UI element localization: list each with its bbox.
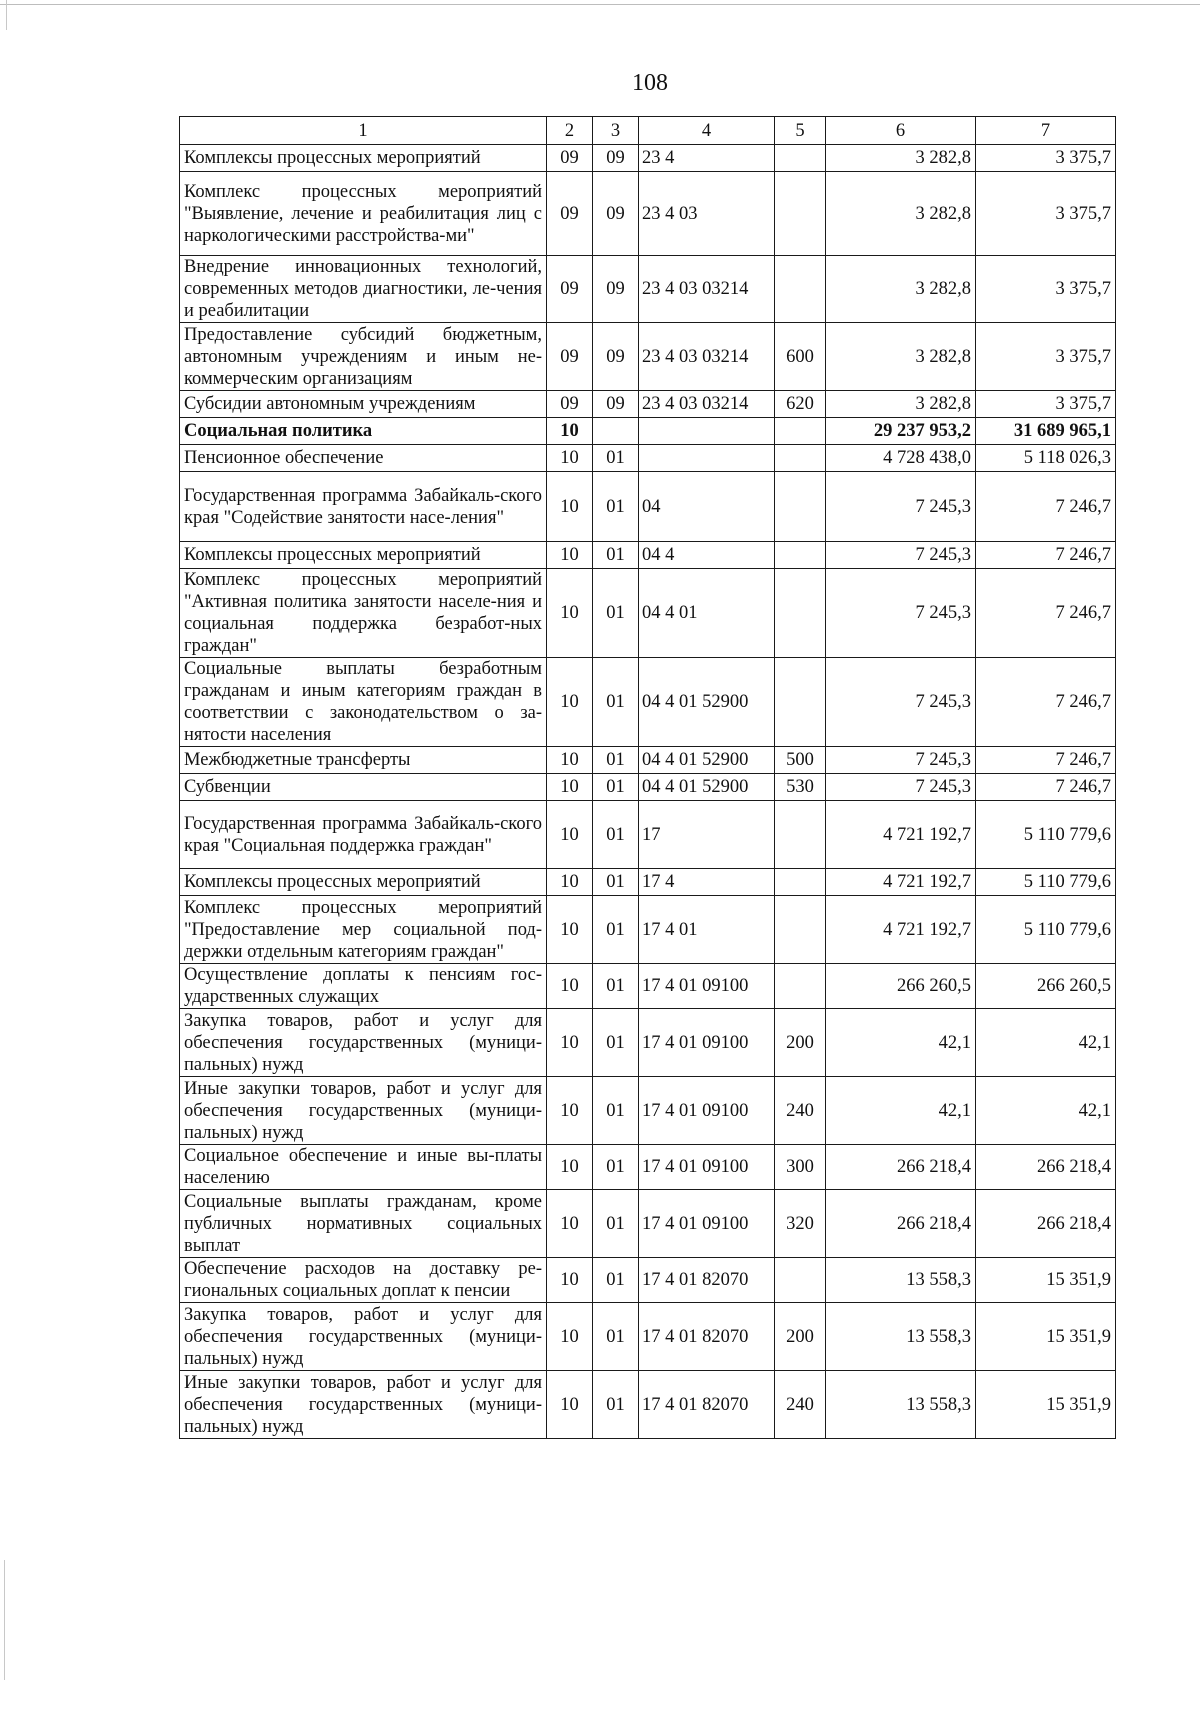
row-amount-year2: 7 246,7: [976, 472, 1116, 542]
row-amount-year1: 7 245,3: [826, 774, 976, 801]
row-amount-year2: 7 246,7: [976, 774, 1116, 801]
row-amount-year2: 3 375,7: [976, 172, 1116, 256]
row-section: 10: [547, 1190, 593, 1258]
row-name: Социальные выплаты безработным гражданам и иным категориям граждан в соответствии с законодательством о за-нятости населения: [180, 658, 547, 747]
row-target-article: 23 4 03 03214: [639, 391, 775, 418]
row-name: Комплексы процессных мероприятий: [180, 869, 547, 896]
row-section: 09: [547, 256, 593, 323]
row-target-article: 17 4 01 09100: [639, 1145, 775, 1190]
table-row: [180, 172, 1116, 256]
row-section: 10: [547, 774, 593, 801]
row-subsection: 01: [593, 774, 639, 801]
table-row: [180, 391, 1116, 418]
table-row: [180, 542, 1116, 569]
row-name: Внедрение инновационных технологий, современных методов диагностики, ле-чения и реабилитации: [180, 256, 547, 323]
row-name: Социальное обеспечение и иные вы-платы населению: [180, 1145, 547, 1190]
row-subsection: 01: [593, 569, 639, 658]
table-row: [180, 1009, 1116, 1077]
table-row: [180, 1371, 1116, 1439]
row-amount-year1: 4 721 192,7: [826, 869, 976, 896]
row-expense-type: 620: [775, 391, 826, 418]
row-target-article: 17 4 01 82070: [639, 1371, 775, 1439]
row-subsection: 01: [593, 542, 639, 569]
row-subsection: 09: [593, 391, 639, 418]
row-amount-year1: 3 282,8: [826, 391, 976, 418]
row-name: Иные закупки товаров, работ и услуг для обеспечения государственных (муници-пальных) нужд: [180, 1371, 547, 1439]
row-subsection: 01: [593, 896, 639, 964]
row-expense-type: 300: [775, 1145, 826, 1190]
row-name: Обеспечение расходов на доставку ре-гиональных социальных доплат к пенсии: [180, 1258, 547, 1303]
row-section: 09: [547, 172, 593, 256]
table-row: [180, 256, 1116, 323]
row-amount-year1: 13 558,3: [826, 1303, 976, 1371]
row-section: 10: [547, 747, 593, 774]
row-amount-year1: 42,1: [826, 1009, 976, 1077]
row-amount-year1: 4 721 192,7: [826, 896, 976, 964]
row-expense-type: 600: [775, 323, 826, 391]
row-subsection: 01: [593, 445, 639, 472]
table-row: [180, 472, 1116, 542]
row-expense-type: [775, 418, 826, 445]
row-amount-year1: 7 245,3: [826, 472, 976, 542]
row-subsection: 01: [593, 1258, 639, 1303]
row-section: 10: [547, 964, 593, 1009]
row-subsection: 01: [593, 869, 639, 896]
row-name: Субвенции: [180, 774, 547, 801]
row-section: 10: [547, 472, 593, 542]
row-amount-year1: 7 245,3: [826, 658, 976, 747]
row-name: Комплекс процессных мероприятий "Выявление, лечение и реабилитация лиц с наркологическими расстройства-ми": [180, 172, 547, 256]
row-subsection: 01: [593, 1077, 639, 1145]
row-subsection: 09: [593, 172, 639, 256]
row-name: Иные закупки товаров, работ и услуг для обеспечения государственных (муници-пальных) нужд: [180, 1077, 547, 1145]
row-subsection: 01: [593, 658, 639, 747]
row-amount-year2: 7 246,7: [976, 542, 1116, 569]
table-row: [180, 1077, 1116, 1145]
table-row: [180, 658, 1116, 747]
table-row: [180, 747, 1116, 774]
row-name: Закупка товаров, работ и услуг для обеспечения государственных (муници-пальных) нужд: [180, 1009, 547, 1077]
column-header: 7: [976, 117, 1116, 145]
row-expense-type: [775, 542, 826, 569]
row-subsection: 01: [593, 472, 639, 542]
row-target-article: 04 4 01 52900: [639, 774, 775, 801]
row-target-article: 17 4: [639, 869, 775, 896]
row-amount-year1: 3 282,8: [826, 323, 976, 391]
row-section: 09: [547, 145, 593, 172]
row-amount-year2: 7 246,7: [976, 747, 1116, 774]
row-name: Осуществление доплаты к пенсиям гос-ударственных служащих: [180, 964, 547, 1009]
row-expense-type: [775, 964, 826, 1009]
row-subsection: 01: [593, 747, 639, 774]
row-amount-year1: 7 245,3: [826, 569, 976, 658]
row-section: 10: [547, 1009, 593, 1077]
row-amount-year1: 4 721 192,7: [826, 801, 976, 869]
row-target-article: 17 4 01 82070: [639, 1258, 775, 1303]
row-section: 10: [547, 1303, 593, 1371]
table-row: [180, 774, 1116, 801]
row-target-article: 17 4 01: [639, 896, 775, 964]
budget-table: [179, 116, 1116, 1439]
row-amount-year2: 15 351,9: [976, 1371, 1116, 1439]
table-row: [180, 1303, 1116, 1371]
row-name: Межбюджетные трансферты: [180, 747, 547, 774]
row-amount-year1: 29 237 953,2: [826, 418, 976, 445]
column-header: 5: [775, 117, 826, 145]
scan-edge-line: [6, 0, 7, 30]
row-target-article: 04 4 01: [639, 569, 775, 658]
row-expense-type: 320: [775, 1190, 826, 1258]
row-name: Субсидии автономным учреждениям: [180, 391, 547, 418]
row-expense-type: 200: [775, 1009, 826, 1077]
row-amount-year2: 3 375,7: [976, 391, 1116, 418]
table-row: [180, 801, 1116, 869]
row-subsection: [593, 418, 639, 445]
table-row: [180, 145, 1116, 172]
row-subsection: 01: [593, 1145, 639, 1190]
row-amount-year1: 7 245,3: [826, 542, 976, 569]
row-section: 09: [547, 391, 593, 418]
row-target-article: 23 4: [639, 145, 775, 172]
row-section: 10: [547, 658, 593, 747]
row-amount-year2: 5 110 779,6: [976, 801, 1116, 869]
row-subsection: 01: [593, 801, 639, 869]
row-target-article: 17: [639, 801, 775, 869]
row-expense-type: 200: [775, 1303, 826, 1371]
row-section: 10: [547, 1371, 593, 1439]
row-subsection: 09: [593, 145, 639, 172]
table-row: [180, 869, 1116, 896]
row-section: 10: [547, 445, 593, 472]
row-section: 10: [547, 1145, 593, 1190]
row-amount-year2: 15 351,9: [976, 1258, 1116, 1303]
row-expense-type: [775, 256, 826, 323]
row-section: 09: [547, 323, 593, 391]
scan-edge-line: [0, 4, 1200, 5]
row-target-article: 23 4 03: [639, 172, 775, 256]
scan-edge-line: [4, 1560, 5, 1680]
row-target-article: [639, 445, 775, 472]
table-row: [180, 1145, 1116, 1190]
row-amount-year1: 266 218,4: [826, 1145, 976, 1190]
row-amount-year2: 31 689 965,1: [976, 418, 1116, 445]
row-target-article: 17 4 01 09100: [639, 1190, 775, 1258]
row-expense-type: 500: [775, 747, 826, 774]
row-amount-year1: 3 282,8: [826, 145, 976, 172]
row-subsection: 01: [593, 1303, 639, 1371]
row-section: 10: [547, 1258, 593, 1303]
row-name: Государственная программа Забайкаль-ского края "Содействие занятости насе-ления": [180, 472, 547, 542]
row-section: 10: [547, 542, 593, 569]
row-section: 10: [547, 896, 593, 964]
row-amount-year2: 42,1: [976, 1009, 1116, 1077]
row-amount-year2: 3 375,7: [976, 145, 1116, 172]
row-name: Государственная программа Забайкаль-ского края "Социальная поддержка граждан": [180, 801, 547, 869]
row-target-article: 04 4 01 52900: [639, 747, 775, 774]
row-amount-year1: 3 282,8: [826, 172, 976, 256]
row-amount-year1: 3 282,8: [826, 256, 976, 323]
column-header: 1: [180, 117, 547, 145]
row-expense-type: [775, 869, 826, 896]
row-subsection: 01: [593, 1009, 639, 1077]
row-expense-type: 240: [775, 1371, 826, 1439]
row-target-article: 04: [639, 472, 775, 542]
row-section: 10: [547, 869, 593, 896]
table-row: [180, 569, 1116, 658]
row-amount-year2: 15 351,9: [976, 1303, 1116, 1371]
row-amount-year1: 266 260,5: [826, 964, 976, 1009]
table-row: [180, 896, 1116, 964]
table-row: [180, 1190, 1116, 1258]
row-name: Комплексы процессных мероприятий: [180, 145, 547, 172]
row-subsection: 01: [593, 1190, 639, 1258]
row-target-article: 17 4 01 09100: [639, 1009, 775, 1077]
row-amount-year2: 266 260,5: [976, 964, 1116, 1009]
row-name: Социальные выплаты гражданам, кроме публичных нормативных социальных выплат: [180, 1190, 547, 1258]
row-target-article: 17 4 01 82070: [639, 1303, 775, 1371]
table-row: [180, 1258, 1116, 1303]
row-subsection: 01: [593, 964, 639, 1009]
row-target-article: [639, 418, 775, 445]
row-target-article: 23 4 03 03214: [639, 323, 775, 391]
table-body: [180, 145, 1116, 1439]
row-target-article: 23 4 03 03214: [639, 256, 775, 323]
row-expense-type: [775, 1258, 826, 1303]
row-amount-year2: 266 218,4: [976, 1190, 1116, 1258]
row-expense-type: [775, 896, 826, 964]
table-row: [180, 418, 1116, 445]
header-row: [180, 117, 1116, 145]
page-number: 108: [632, 70, 668, 96]
row-expense-type: [775, 172, 826, 256]
row-amount-year2: 5 118 026,3: [976, 445, 1116, 472]
row-amount-year2: 266 218,4: [976, 1145, 1116, 1190]
table-row: [180, 964, 1116, 1009]
row-subsection: 09: [593, 256, 639, 323]
row-subsection: 01: [593, 1371, 639, 1439]
row-expense-type: 240: [775, 1077, 826, 1145]
row-expense-type: [775, 569, 826, 658]
row-amount-year1: 4 728 438,0: [826, 445, 976, 472]
row-amount-year2: 7 246,7: [976, 658, 1116, 747]
row-name: Комплекс процессных мероприятий "Активная политика занятости населе-ния и социальная поддержка безработ-ных граждан": [180, 569, 547, 658]
row-name: Закупка товаров, работ и услуг для обеспечения государственных (муници-пальных) нужд: [180, 1303, 547, 1371]
row-amount-year1: 13 558,3: [826, 1371, 976, 1439]
row-target-article: 17 4 01 09100: [639, 964, 775, 1009]
row-amount-year2: 7 246,7: [976, 569, 1116, 658]
row-name: Предоставление субсидий бюджетным, автономным учреждениям и иным не-коммерческим организациям: [180, 323, 547, 391]
row-name: Комплексы процессных мероприятий: [180, 542, 547, 569]
row-expense-type: [775, 445, 826, 472]
column-header: 6: [826, 117, 976, 145]
table-row: [180, 445, 1116, 472]
row-amount-year2: 5 110 779,6: [976, 896, 1116, 964]
row-amount-year2: 3 375,7: [976, 323, 1116, 391]
row-amount-year1: 13 558,3: [826, 1258, 976, 1303]
row-target-article: 04 4 01 52900: [639, 658, 775, 747]
row-section: 10: [547, 418, 593, 445]
row-subsection: 09: [593, 323, 639, 391]
row-expense-type: [775, 472, 826, 542]
row-name: Комплекс процессных мероприятий "Предоставление мер социальной под-держки отдельным категориям граждан": [180, 896, 547, 964]
table-row: [180, 323, 1116, 391]
row-amount-year2: 42,1: [976, 1077, 1116, 1145]
row-section: 10: [547, 569, 593, 658]
row-amount-year1: 266 218,4: [826, 1190, 976, 1258]
row-amount-year1: 42,1: [826, 1077, 976, 1145]
row-target-article: 17 4 01 09100: [639, 1077, 775, 1145]
row-expense-type: 530: [775, 774, 826, 801]
row-section: 10: [547, 1077, 593, 1145]
column-header: 2: [547, 117, 593, 145]
row-name: Социальная политика: [180, 418, 547, 445]
row-name: Пенсионное обеспечение: [180, 445, 547, 472]
row-amount-year1: 7 245,3: [826, 747, 976, 774]
row-amount-year2: 3 375,7: [976, 256, 1116, 323]
row-target-article: 04 4: [639, 542, 775, 569]
row-expense-type: [775, 145, 826, 172]
row-expense-type: [775, 658, 826, 747]
column-header: 4: [639, 117, 775, 145]
row-amount-year2: 5 110 779,6: [976, 869, 1116, 896]
row-section: 10: [547, 801, 593, 869]
column-header: 3: [593, 117, 639, 145]
row-expense-type: [775, 801, 826, 869]
